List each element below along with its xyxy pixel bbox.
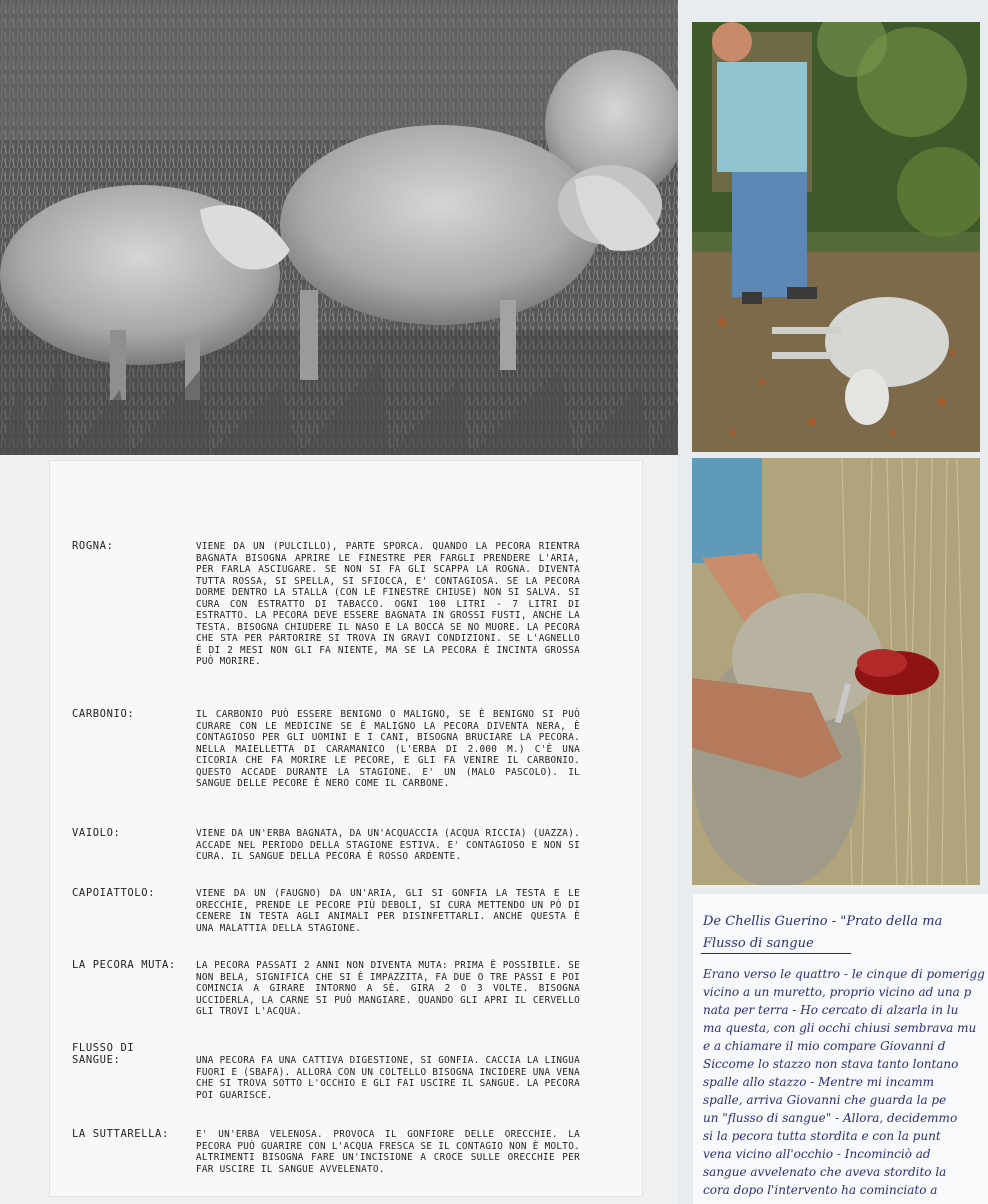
note-line: ma questa, con gli occhi chiusi sembrava mu — [703, 1021, 977, 1035]
term-description: VIENE DA UN'ERBA BAGNATA, DA UN'ACQUACCIA (ACQUA RICCIA) (UAZZA). ACCADE NEL PERIODO DELLA STAGIONE ESTIVA. E' CONTAGIOSO E NON SI CURA. IL SANGUE DELLA PECORA È ROSSO ARDENTE. — [196, 828, 580, 862]
note-line: spalle, arriva Giovanni che guarda la pe — [703, 1093, 947, 1107]
note-line: si la pecora tutta stordita e con la punt — [703, 1129, 941, 1143]
note-line: cora dopo l'intervento ha cominciato a — [703, 1183, 938, 1197]
term-description: IL CARBONIO PUÒ ESSERE BENIGNO O MALIGNO, SE È BENIGNO SI PUÒ CURARE CON LE MEDICINE SE È MALIGNO LA PECORA DIVENTA NERA, È CONTAGIOSO PER GLI UOMINI E I CANI, BISOGNA BRUCIARE LA PECORA. NELLA MAIELLETTA DI CARAMANICO (L'ERBA DI 2.000 M.) C'È UNA CICORIA CHE FA MORIRE LE PECORE, E GLI FA VENIRE IL CARBONIO. QUESTO ACCADE DURANTE LA STAGIONE. E' UN (MALO PASCOLO). IL SANGUE DELLE PECORE È NERO COME IL CARBONE. — [196, 709, 580, 789]
typed-sheet — [0, 455, 678, 1204]
term-label: LA SUTTARELLA: — [72, 1128, 169, 1140]
photo-bloodletting — [692, 458, 980, 885]
term-label: ROGNA: — [72, 540, 114, 552]
note-subheading: Flusso di sangue — [703, 936, 814, 951]
man-photo-graphic — [692, 22, 980, 452]
term-description: E' UN'ERBA VELENOSA. PROVOCA IL GONFIORE DELLE ORECCHIE. LA PECORA PUÒ GUARIRE CON L'ACQUA FRESCA SE IL CONTAGIO NON È MOLTO. ALTRIMENTI BISOGNA FARE UN'INCISIONE A CROCE SULLE ORECCHIE PER FAR USCIRE IL SANGUE AVVELENATO. — [196, 1129, 580, 1175]
photo-sheep-flock — [0, 0, 678, 455]
term-description: LA PECORA PASSATI 2 ANNI NON DIVENTA MUTA: PRIMA È POSSIBILE. SE NON BELA, SIGNIFICA CHE SI È IMPAZZITA, FA DUE O TRE PASSI E POI COMINCIA A GIRARE INTORNO A SÈ. GIRA 2 O 3 VOLTE. BISOGNA UCCIDERLA, LA CARNE SI PUÒ MANGIARE. QUANDO GLI APRI IL CERVELLO GLI TROVI L'ACQUA. — [196, 960, 580, 1017]
note-line: vicino a un muretto, proprio vicino ad una p — [703, 985, 972, 999]
note-heading: De Chellis Guerino - "Prato della ma — [703, 914, 943, 929]
note-line: e a chiamare il mio compare Giovanni d — [703, 1039, 946, 1053]
note-line: Erano verso le quattro - le cinque di pomerigg — [703, 967, 985, 981]
term-label: VAIOLO: — [72, 827, 121, 839]
note-line: spalle allo stazzo - Mentre mi incamm — [703, 1075, 934, 1089]
note-line: nata per terra - Ho cercato di alzarla in lu — [703, 1003, 959, 1017]
term-description: VIENE DA UN (PULCILLO), PARTE SPORCA. QUANDO LA PECORA RIENTRA BAGNATA BISOGNA APRIRE LE FINESTRE PER FARGLI PRENDERE L'ARIA, PER FARLA ASCIUGARE. SE NON SI FA GLI SCAPPA LA ROGNA. DIVENTA TUTTA ROSSA, SI SPELLA, SI SFIOCCA, E' CONTAGIOSA. SE LA PECORA DORME DENTRO LA STALLA (CON LE FINESTRE CHIUSE) NON SI SALVA. SI CURA CON ESTRATTO DI TABACCO. OGNI 100 LITRI - 7 LITRI DI ESTRATTO. LA PECORA DEVE ESSERE BAGNATA IN GROSSI FUSTI, ANCHE LA TESTA. BISOGNA CHIUDERE IL NASO E LA BOCCA SE NO MUORE. LA PECORA CHE STA PER PARTORIRE SI TROVA IN GRAVI CONDIZIONI. SE L'AGNELLO È DI 2 MESI NON GLI FA NIENTE, MA SE LA PECORA È INCINTA GROSSA PUÒ MORIRE. — [196, 541, 580, 667]
term-label: CAPOIATTOLO: — [72, 887, 156, 899]
term-label: CARBONIO: — [72, 708, 135, 720]
paper-page — [50, 461, 642, 1196]
photo-man-with-sheep — [692, 22, 980, 452]
handwritten-note — [693, 894, 988, 1204]
note-underline — [701, 953, 851, 954]
term-description: UNA PECORA FA UNA CATTIVA DIGESTIONE, SI GONFIA. CACCIA LA LINGUA FUORI E (SBAFA). ALLORA CON UN COLTELLO BISOGNA INCIDERE UNA VENA CHE SI TROVA SOTTO L'OCCHIO E GLI FAI USCIRE IL SANGUE. LA PECORA POI GUARISCE. — [196, 1055, 580, 1101]
sheep-photo-graphic — [0, 0, 678, 455]
note-line: un "flusso di sangue" - Allora, decidemmo — [703, 1111, 958, 1125]
note-line: Siccome lo stazzo non stava tanto lontano — [703, 1057, 959, 1071]
term-label: LA PECORA MUTA: — [72, 959, 176, 971]
term-label: FLUSSO DI SANGUE: — [72, 1042, 135, 1066]
term-description: VIENE DA UN (FAUGNO) DA UN'ARIA, GLI SI GONFIA LA TESTA E LE ORECCHIE, PRENDE LE PECORE PIÙ DEBOLI, SI CURA METTENDO UN PÒ DI CENERE IN TESTA AGLI ANIMALI PER DISINFETTARLI. ANCHE QUESTA È UNA MALATTIA DELLA STAGIONE. — [196, 888, 580, 934]
note-line: vena vicino all'occhio - Incominciò ad — [703, 1147, 931, 1161]
bloodletting-photo-graphic — [692, 458, 980, 885]
note-line: sangue avvelenato che aveva stordito la — [703, 1165, 947, 1179]
